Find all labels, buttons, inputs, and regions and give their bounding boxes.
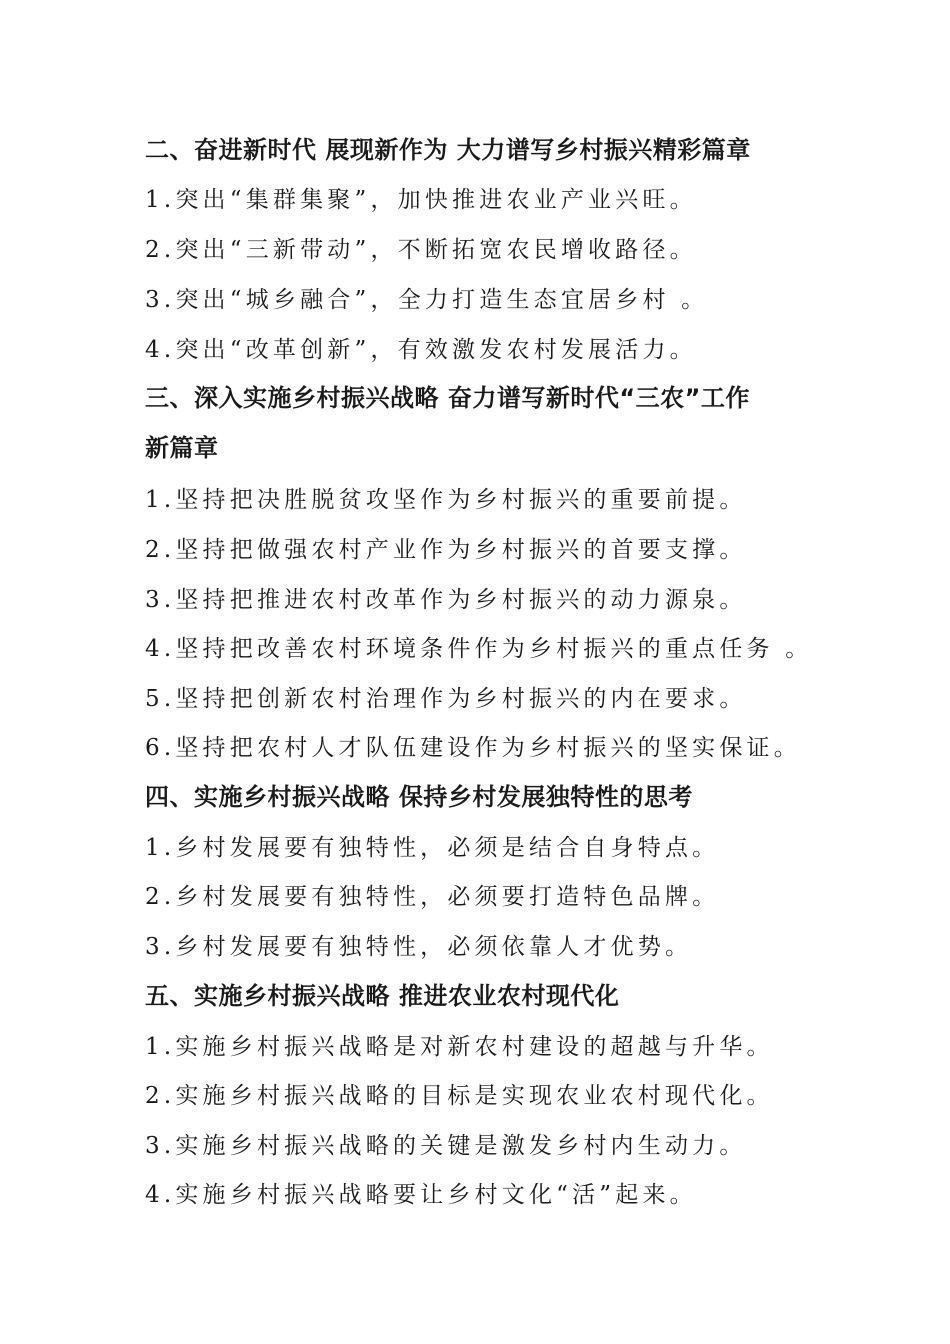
list-item: 1.坚持把决胜脱贫攻坚作为乡村振兴的重要前提。 — [145, 487, 747, 513]
section-heading: 二、奋进新时代 展现新作为 大力谱写乡村振兴精彩篇章 — [145, 136, 751, 164]
list-item: 3.实施乡村振兴战略的关键是激发乡村内生动力。 — [145, 1133, 747, 1159]
list-item: 2.坚持把做强农村产业作为乡村振兴的首要支撑。 — [145, 537, 747, 563]
list-item: 3.乡村发展要有独特性，必须依靠人才优势。 — [145, 934, 693, 960]
list-item: 2.实施乡村振兴战略的目标是实现农业农村现代化。 — [145, 1083, 774, 1109]
list-item: 4.突出“改革创新”，有效激发农村发展活力。 — [145, 337, 697, 363]
list-item: 1.乡村发展要有独特性，必须是结合自身特点。 — [145, 835, 720, 861]
section-heading-continuation: 新篇章 — [145, 434, 219, 462]
section-heading: 四、实施乡村振兴战略 保持乡村发展独特性的思考 — [145, 783, 693, 811]
list-item: 1.突出“集群集聚”，加快推进农业产业兴旺。 — [145, 187, 697, 213]
list-item: 2.突出“三新带动”，不断拓宽农民增收路径。 — [145, 237, 697, 263]
list-item: 2.乡村发展要有独特性，必须要打造特色品牌。 — [145, 884, 720, 910]
list-item: 1.实施乡村振兴战略是对新农村建设的超越与升华。 — [145, 1034, 774, 1060]
section-heading: 五、实施乡村振兴战略 推进农业农村现代化 — [145, 982, 620, 1010]
list-item: 4.实施乡村振兴战略要让乡村文化“活”起来。 — [145, 1182, 697, 1208]
list-item: 6.坚持把农村人才队伍建设作为乡村振兴的坚实保证。 — [145, 735, 801, 761]
list-item: 3.突出“城乡融合”，全力打造生态宜居乡村 。 — [145, 287, 709, 313]
section-heading: 三、深入实施乡村振兴战略 奋力谱写新时代“三农”工作 — [145, 384, 750, 412]
list-item: 4.坚持把改善农村环境条件作为乡村振兴的重点任务 。 — [145, 636, 813, 662]
list-item: 3.坚持把推进农村改革作为乡村振兴的动力源泉。 — [145, 587, 747, 613]
list-item: 5.坚持把创新农村治理作为乡村振兴的内在要求。 — [145, 686, 747, 712]
